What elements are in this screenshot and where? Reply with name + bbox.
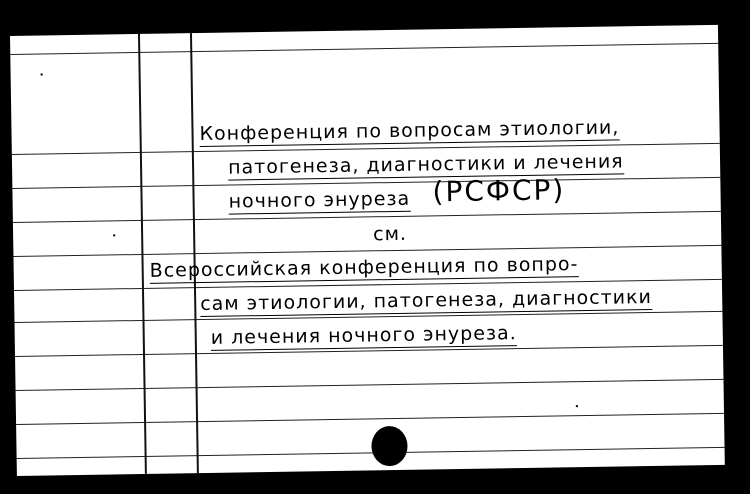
stamp-mark-icon: [79, 474, 149, 489]
catalog-card: [10, 25, 725, 476]
title-line-3: ночного энуреза: [228, 187, 411, 213]
punch-hole: [371, 426, 408, 467]
title-line-1: Конференция по вопросам этиологии,: [199, 116, 620, 146]
title-line-2: патогенеза, диагностики и лечения: [227, 150, 624, 179]
reference-line-2: сам этиологии, патогенеза, диагностики: [200, 285, 653, 316]
country-label: (РСФСР): [432, 173, 566, 209]
reference-line-1: Всероссийская конференция по вопро-: [149, 253, 579, 282]
reference-line-3: и лечения ночного энуреза.: [210, 322, 517, 349]
see-reference: см.: [372, 222, 408, 246]
